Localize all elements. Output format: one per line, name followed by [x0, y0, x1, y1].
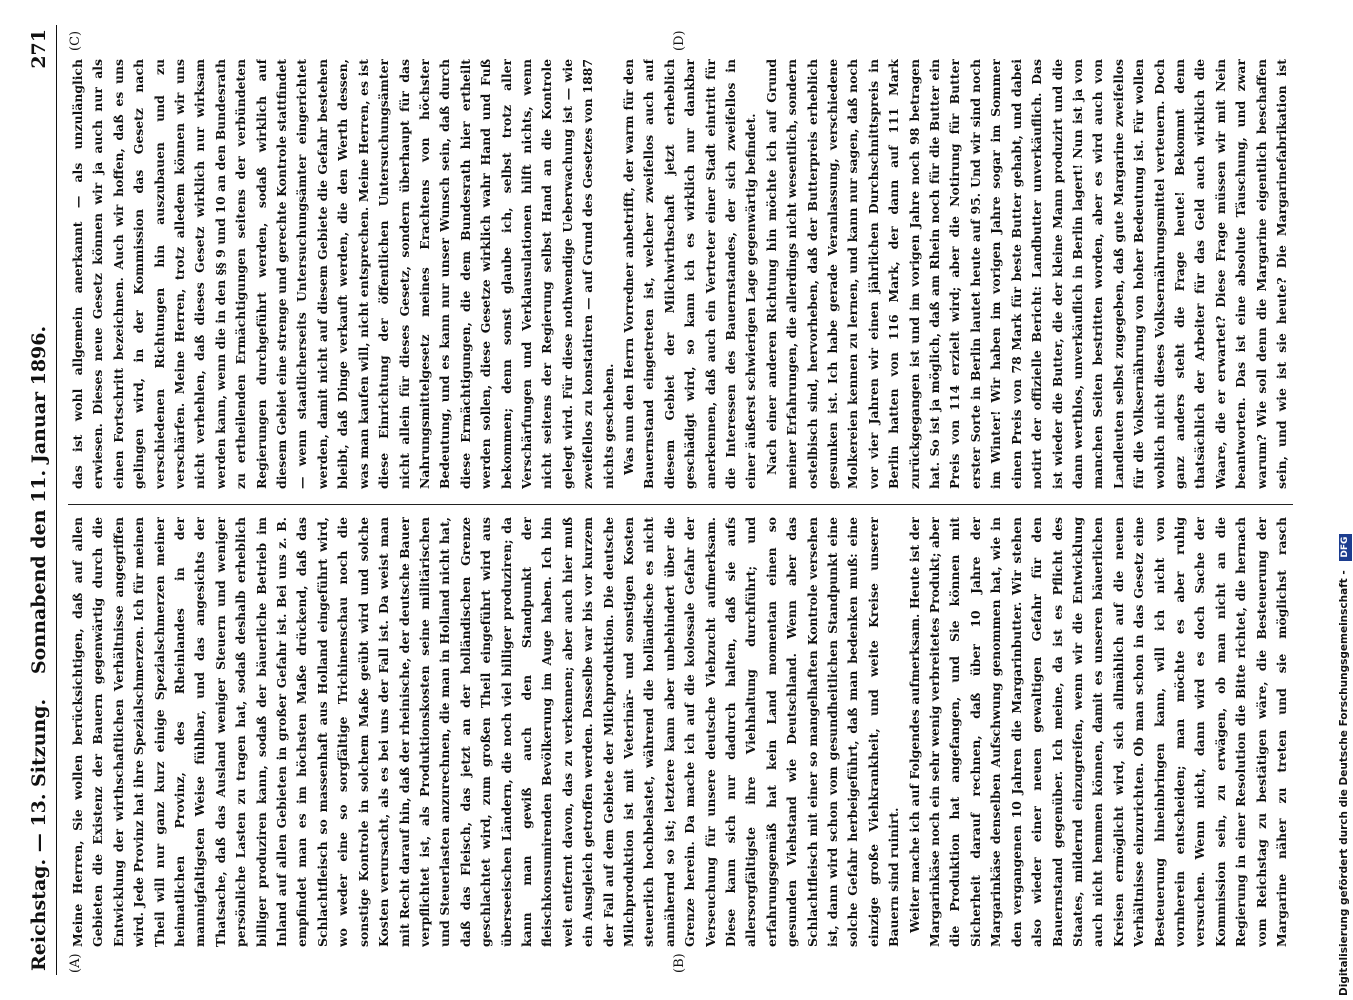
column-divider — [68, 504, 1293, 505]
margin-marker-a: (A) — [68, 953, 83, 973]
rotated-page — [20, 25, 1310, 975]
paragraph: Meine Herren, Sie wollen berücksichtigen, daß auf allen Gebieten die Existenz der Bauern gegenwärtig durch die Entwicklung der wirthschaftlichen Verhältnisse angegriffen wird. Jede Provinz hat ihre Spezialschmerzen. Ich für meinen Theil will nur ganz kurz einige Spezialschmerzen meiner heimatlichen Provinz, des Rheinlandes in der mannigfaltigsten Weise fühlbar, und das angesichts der Thatsache, daß das Ausland weniger Steuern und weniger persönliche Lasten zu tragen hat, sodaß deshalb erheblich billiger produziren kann, sodaß der bäuerliche Betrieb im Inland auf allen Gebieten in großer Gefahr ist. Bei uns z. B. empfindet man es im höchsten Maße drückend, daß das Schlachtfleisch so massenhaft aus Holland eingeführt wird, wo weder eine so sorgfältige Trichinenschau noch die sonstige Kontrole in solchem Maße geübt wird und solche Kosten verursacht, als es bei uns der Fall ist. Da weist man mit Recht darauf hin, daß der rheinische, der deutsche Bauer verpflichtet ist, als Produktionskosten seine militärischen und Steuerlasten anzurechnen, die man in Holland nicht hat, daß das Fleisch, das jetzt an der holländischen Grenze geschlachtet wird, zum großen Theil eingeführt wird aus überseeischen Ländern, die noch viel billiger produziren; da kann man gewiß auch den Standpunkt der fleischkonsumirenden Bevölkerung im Auge haben. Ich bin weit entfernt davon, das zu verkennen; aber auch hier muß ein Ausgleich getroffen werden. Dasselbe war bis vor kurzem der Fall auf dem Gebiete der Milchproduktion. Die deutsche Milchproduktion ist mit Veterinär- und sonstigen Kosten steuerlich hochbelastet, während die holländische es nicht annähernd so ist; letztere kann aber unbehindert über die Grenze herein. Da mache ich auf die kolossale Gefahr der Verseuchung für unsere deutsche Viehzucht aufmerksam. Diese kann sich nur dadurch halten, daß sie aufs allersorgfältigste ihre Viehhaltung durchführt; und erfahrungsgemäß hat kein Land momentan einen so gesunden Viehstand wie Deutschland. Wenn aber das Schlachtfleisch mit einer so mangelhaften Kontrole versehen ist, dann wird schon vom gesundheitlichen Standpunkt eine solche Gefahr herbeigeführt, daß man bedenken muß: eine einzige große Viehkrankheit, und weite Kreise unserer Bauern sind ruinirt. — [70, 517, 902, 947]
left-column — [68, 517, 1293, 947]
header-date: Sonnabend den 11. Januar 1896. — [28, 325, 50, 675]
right-column — [68, 59, 1293, 489]
paragraph: das ist wohl allgemein anerkannt — als unzulänglich erwiesen. Dieses neue Gesetz können wir ja auch nur als einen Fortschritt bezeichnen. Auch wir hoffen, daß es uns gelingen wird, in der Kommission das Gesetz nach verschiedenen Richtungen hin auszubauen und zu verschärfen. Meine Herren, trotz alledem können wir uns nicht verhehlen, daß dieses Gesetz wirklich nur wirksam werden kann, wenn die in den §§ 9 und 10 an den Bundesrath zu ertheilenden Ermächtigungen seitens der verbündeten Regierungen durchgeführt werden, sodaß wirklich auf diesem Gebiet eine strenge und gerechte Kontrole stattfindet — wenn staatlicherseits Untersuchungsämter eingerichtet werden, damit nicht auf diesem Gebiete die Gefahr bestehen bleibt, daß Dinge verkauft werden, die den Werth dessen, was man kaufen will, nicht entsprechen. Meine Herren, es ist diese Einrichtung der öffentlichen Untersuchungsämter nicht allein für dieses Gesetz, sondern überhaupt für das Nahrungsmittelgesetz meines Erachtens von höchster Bedeutung, und es kann nur unser Wunsch sein, daß durch diese Ermächtigungen, die dem Bundesrath hier ertheilt werden sollen, diese Gesetze wirklich wahr Hand und Fuß bekommen; denn sonst glaube ich, selbst trotz aller Verschärfungen und Verklausulationen hilft nichts, wenn nicht seitens der Regierung selbst Hand an die Kontrole gelegt wird. Für diese nothwendige Ueberwachung ist — wie zweifellos zu konstatiren — auf Grund des Gesetzes von 1887 nichts geschehen. — [70, 59, 616, 489]
digitization-credit — [1336, 4, 1352, 996]
paragraph: Weiter mache ich auf Folgendes aufmerksam. Heute ist der Margarinkäse noch ein sehr wenig verbreitetes Produkt; aber die Produktion hat angefangen, und Sie können mit Sicherheit darauf rechnen, daß über 10 Jahre der Margarinkäse denselben Aufschwung genommen hat, wie in den vergangenen 10 Jahren die Margarinbutter. Wir stehen also wieder einer neuen gewaltigen Gefahr für den Bauernstand gegenüber. Ich meine, da ist es Pflicht des Staates, mildernd einzugreifen, wenn wir die Entwicklung auch nicht hemmen können, damit es unseren bäuerlichen Kreisen ermöglicht wird, sich allmählich auf die neuen Verhältnisse einzurichten. Ob man schon in das Gesetz eine Besteuerung hineinbringen kann, will ich nicht von vornherein entscheiden; man möchte es aber ruhig versuchen. Wenn nicht, dann wird es doch Sache der Kommission sein, zu erwägen, ob man nicht an die Regierung in einer Resolution die Bitte richtet, die hernach vom Reichstag zu bestätigen wäre, die Besteuerung der Margarine näher zu treten und sie möglichst rasch — [906, 517, 1289, 947]
margin-marker-d: (D) — [672, 30, 687, 51]
margin-marker-c: (C) — [68, 30, 83, 51]
page-number: 271 — [28, 29, 50, 69]
margin-marker-b: (B) — [672, 953, 687, 973]
running-head — [26, 25, 57, 975]
dfg-logo: DFG — [1339, 534, 1352, 561]
paragraph: Was nun den Herrn Vorredner anbetrifft, der warm für den Bauernstand eingetreten ist, welcher zweifellos auch auf diesem Gebiet der Milchwirthschaft jetzt erheblich geschädigt wird, so kann ich es wirklich nur dankbar anerkennen, daß auch ein Vertreter einer Stadt eintritt für die Interessen des Bauernstandes, der sich zweifellos in einer äußerst schwierigen Lage gegenwärtig befindet. — [620, 59, 759, 489]
credit-text: Digitalisierung gefördert durch die Deutsche Forschungsgemeinschaft - — [1338, 570, 1350, 996]
paragraph: Nach einer anderen Richtung hin möchte ich auf Grund meiner Erfahrungen, die allerdings nicht wesentlich, sondern ostelbisch sind, hervorheben, daß der Butterpreis erheblich gesunken ist. Ich habe gerade Veranlassung, verschiedene Molkereien kennen zu lernen, und kann nur sagen, daß noch vor vier Jahren wir einen jährlichen Durchschnittspreis in Berlin hatten von 116 Mark, der dann auf 111 Mark zurückgegangen ist und im vorigen Jahre noch 98 betragen hat. So ist ja möglich, daß am Rhein noch für die Butter ein Preis von 114 erzielt wird; aber die Notirung für Butter erster Sorte in Berlin lautet heute auf 95. Und wir sind noch im Winter! Wir haben im vorigen Jahre sogar im Sommer einen Preis von 78 Mark für beste Butter gehabt, und dabei notirt der offizielle Bericht: Landbutter unverkäuflich. Das ist wieder die Butter, die der kleine Mann produzirt und die dann werthlos, unverkäuflich in Berlin lagert! Nun ist ja von manchen Seiten bestritten worden, aber es wird auch von Landleuten selbst zugegeben, daß gute Margarine zweifellos für die Volksernährung von hoher Bedeutung ist. Für wollen wohlich nicht dieses Volksernährungsmittel verteuern. Doch ganz anders steht die Frage heute! Bekommt denn thatsächlich der Arbeiter für das Geld auch wirklich die Waare, die er erwartet? Diese Frage müssen wir mit Nein beantworten. Das ist eine absolute Täuschung, und zwar warum? Wie soll denn die Margarine eigentlich beschaffen sein, und wie ist sie heute? Die Margarinefabrikation ist — [763, 59, 1289, 489]
header-session: Reichstag. — 13. Sitzung. — [28, 698, 50, 971]
